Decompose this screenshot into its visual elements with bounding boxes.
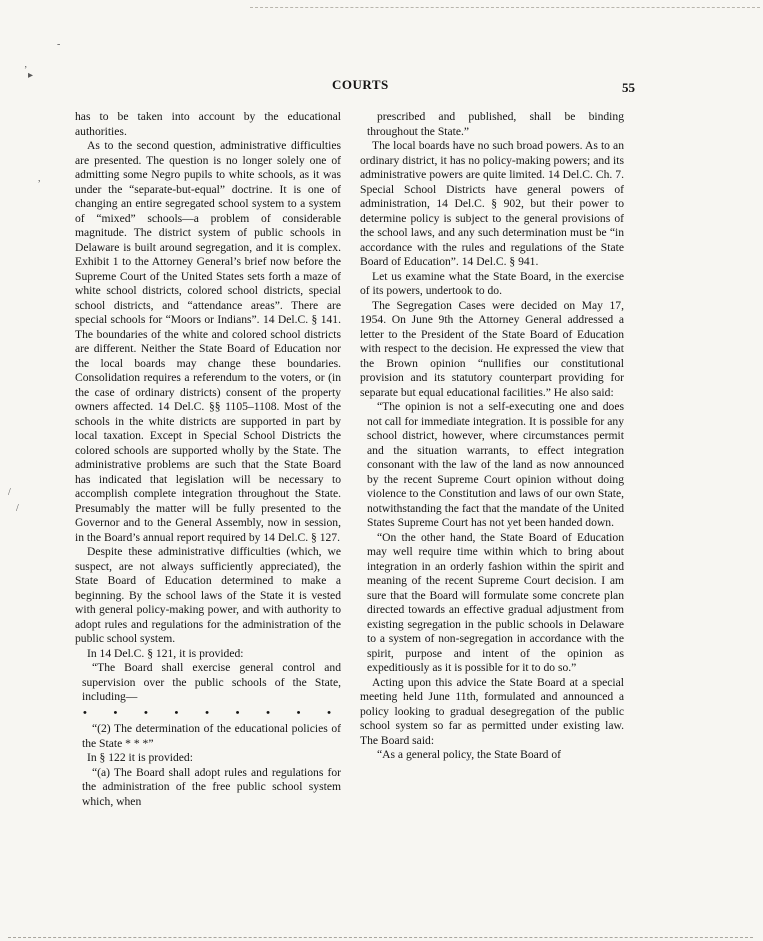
paragraph: Despite these administrative difficulties (which, we suspect, are not always sufficiently appreciated), the State Board of Education determined to make a beginning. By the school laws of the State it is vested with general policy-making power, and with authority to adopt rules and regulations for the administration of the public school system. bbox=[75, 545, 341, 645]
paragraph: Let us examine what the State Board, in the exercise of its powers, undertook to do. bbox=[360, 269, 624, 297]
ellipsis-stars: • • • • • • • • • bbox=[83, 706, 331, 719]
block-quote: “The opinion is not a self-executing one and does not call for immediate integration. It is possible for any school district, however, where circumstances permit and the situation warrants, to effect integration consonant with the law of the land as now announced by the recent Supreme Court opinion without doing violence to the Constitution and laws of our own State, notwithstanding the fact that the mandate of the United States Supreme Court has not yet been handed down. bbox=[367, 400, 624, 529]
margin-mark: / bbox=[8, 487, 11, 498]
bottom-scan-edge bbox=[8, 937, 753, 938]
margin-mark: / bbox=[16, 503, 19, 514]
paragraph: As to the second question, administrative difficulties are presented. The question is no longer solely one of admitting some Negro pupils to white schools, as it was under the “separate-but-equal” doctrine. It is one of changing an entire segregated school system to a system of “mixed” schools—a problem of considerable magnitude. The district system of public schools in Delaware is built around segregation, and it is complex. Exhibit 1 to the Attorney General’s brief now before the Supreme Court of the United States sets forth a maze of white school districts, colored school districts, special school districts, and “attendance areas”. There are special schools for “Moors or Indians”. 14 Del.C. § 141. The boundaries of the white and colored school districts are different. Neither the State Board of Education nor the local boards may change these boundaries. Consolidation requires a referendum to the voters, or (in the case of ordinary districts) consent of the property owners affected. 14 Del.C. §§ 1105–1108. Most of the schools in the white districts are supported in part by local taxation. Except in Special School Districts the colored schools are supported wholly by the State. The administrative problems are such that the State Board has indicated that legislation will be necessary to accomplish complete integration throughout the State. Presumably the matter will be fully presented to the Governor and to the General Assembly, now in session, in the Board’s annual report required by 14 Del.C. § 127. bbox=[75, 139, 341, 544]
margin-mark: ‚ bbox=[24, 59, 28, 70]
left-text-column bbox=[75, 110, 341, 809]
block-quote: “(a) The Board shall adopt rules and regulations for the administration of the free public school system which, when bbox=[82, 765, 341, 808]
paragraph: Acting upon this advice the State Board at a special meeting held June 11th, formulated and announced a policy looking to gradual desegregation of the public school system so far as permitted under existing law. The Board said: bbox=[360, 675, 624, 747]
margin-mark: ▸ bbox=[28, 70, 34, 81]
page-number: 55 bbox=[622, 80, 635, 95]
block-quote: prescribed and published, shall be binding throughout the State.” bbox=[367, 110, 624, 138]
paragraph: has to be taken into account by the educational authorities. bbox=[75, 110, 341, 138]
margin-mark: , bbox=[38, 173, 41, 184]
paragraph: In 14 Del.C. § 121, it is provided: bbox=[87, 646, 244, 660]
block-quote: “As a general policy, the State Board of bbox=[377, 748, 562, 761]
margin-mark: - bbox=[57, 39, 61, 50]
paragraph: The local boards have no such broad powers. As to an ordinary district, it has no policy-making powers; and its administrative powers are quite limited. 14 Del.C. Ch. 7. Special School Districts have general powers of administration, 14 Del.C. § 902, but their power to determine policy is subject to the general provisions of the school laws, and any such determination must be “in accordance with the rules and regulations of the State Board of Education”. 14 Del.C. § 941. bbox=[360, 139, 624, 268]
block-quote: “(2) The determination of the educational policies of the State * * *” bbox=[82, 722, 341, 750]
block-quote: “On the other hand, the State Board of Education may well require time within which to bring about integration in an orderly fashion within the spirit and meaning of the recent Supreme Court decision. I am sure that the Board will formulate some concrete plan directed towards an effective gradual adjustment from existing segregation in the public schools in Delaware to a system of non-segregation in accordance with the spirit, purpose and intent of the opinion as expeditiously as it is possible for it to do so.” bbox=[367, 530, 624, 674]
block-quote: “The Board shall exercise general control and supervision over the public schools of the State, including— bbox=[82, 661, 341, 703]
paragraph: In § 122 it is provided: bbox=[87, 751, 193, 764]
right-text-column bbox=[360, 110, 624, 763]
running-head: COURTS bbox=[332, 77, 389, 92]
top-scan-edge bbox=[250, 7, 760, 8]
paragraph: The Segregation Cases were decided on May 17, 1954. On June 9th the Attorney General addressed a letter to the President of the State Board of Education with respect to the decision. He expressed the view that the Brown opinion “nullifies our constitutional provision and its statutory counterpart providing for separate but equal educational facilities.” He also said: bbox=[360, 298, 624, 399]
